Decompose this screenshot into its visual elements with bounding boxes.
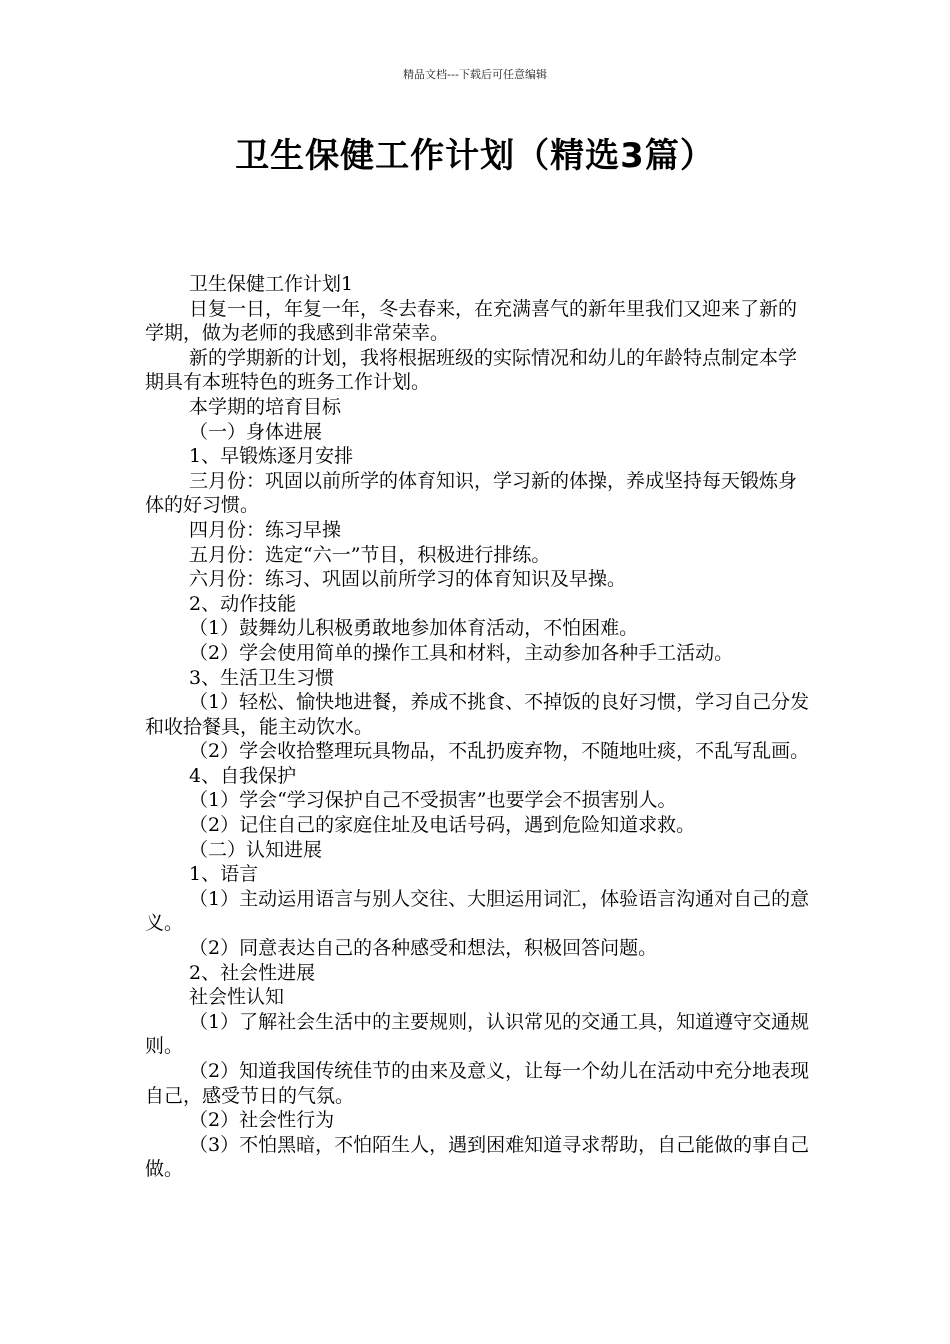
paragraph: 2、动作技能 bbox=[189, 592, 297, 615]
paragraph: （二）认知进展 bbox=[189, 838, 323, 861]
paragraph: 六月份：练习、巩固以前所学习的体育知识及早操。 bbox=[189, 568, 627, 591]
document-body bbox=[145, 272, 810, 1182]
paragraph: 3、生活卫生习惯 bbox=[189, 666, 335, 689]
paragraph: 卫生保健工作计划1 bbox=[189, 273, 354, 295]
paragraph: 1、语言 bbox=[189, 863, 259, 886]
paragraph: （3）不怕黑暗，不怕陌生人，遇到困难知道寻求帮助，自己能做的事自己做。 bbox=[145, 1133, 810, 1181]
paragraph: 社会性认知 bbox=[189, 986, 285, 1009]
paragraph: （2）社会性行为 bbox=[189, 1109, 335, 1132]
paragraph: 新的学期新的计划，我将根据班级的实际情况和幼儿的年龄特点制定本学期具有本班特色的班务工作计划。 bbox=[145, 346, 798, 394]
paragraph: 四月份：练习早操 bbox=[189, 518, 342, 541]
paragraph: 日复一日，年复一年，冬去春来，在充满喜气的新年里我们又迎来了新的学期，做为老师的我感到非常荣幸。 bbox=[145, 297, 798, 345]
paragraph: （一）身体进展 bbox=[189, 420, 323, 443]
paragraph: 2、社会性进展 bbox=[189, 961, 316, 984]
paragraph: 三月份：巩固以前所学的体育知识，学习新的体操，养成坚持每天锻炼身体的好习惯。 bbox=[145, 469, 798, 517]
paragraph: （1）主动运用语言与别人交往、大胆运用词汇，体验语言沟通对自己的意义。 bbox=[145, 887, 810, 935]
paragraph: 本学期的培育目标 bbox=[189, 395, 342, 418]
paragraph: 五月份：选定“六一”节目，积极进行排练。 bbox=[189, 543, 551, 566]
paragraph: （2）学会收拾整理玩具物品，不乱扔废弃物，不随地吐痰，不乱写乱画。 bbox=[189, 740, 810, 763]
paragraph: （2）知道我国传统佳节的由来及意义，让每一个幼儿在活动中充分地表现自己，感受节日的气氛。 bbox=[145, 1060, 810, 1107]
paragraph: （1）鼓舞幼儿积极勇敢地参加体育活动，不怕困难。 bbox=[189, 617, 639, 640]
paragraph: （1）轻松、愉快地进餐，养成不挑食、不掉饭的良好习惯，学习自己分发和收拾餐具，能主动饮水。 bbox=[145, 691, 810, 738]
paragraph: 1、早锻炼逐月安排 bbox=[189, 445, 354, 468]
paragraph: （2）记住自己的家庭住址及电话号码，遇到危险知道求救。 bbox=[189, 814, 696, 837]
paragraph: （2）学会使用简单的操作工具和材料，主动参加各种手工活动。 bbox=[189, 641, 734, 664]
paragraph: 4、自我保护 bbox=[189, 764, 297, 787]
paragraph: （2）同意表达自己的各种感受和想法，积极回答问题。 bbox=[189, 937, 658, 960]
paragraph: （1）了解社会生活中的主要规则，认识常见的交通工具，知道遵守交通规则。 bbox=[145, 1010, 810, 1058]
paragraph: （1）学会“学习保护自己不受损害”也要学会不损害别人。 bbox=[189, 789, 677, 812]
document-title: 卫生保健工作计划（精选3篇） bbox=[235, 136, 715, 176]
header-note: 精品文档---下载后可任意编辑 bbox=[403, 68, 547, 81]
